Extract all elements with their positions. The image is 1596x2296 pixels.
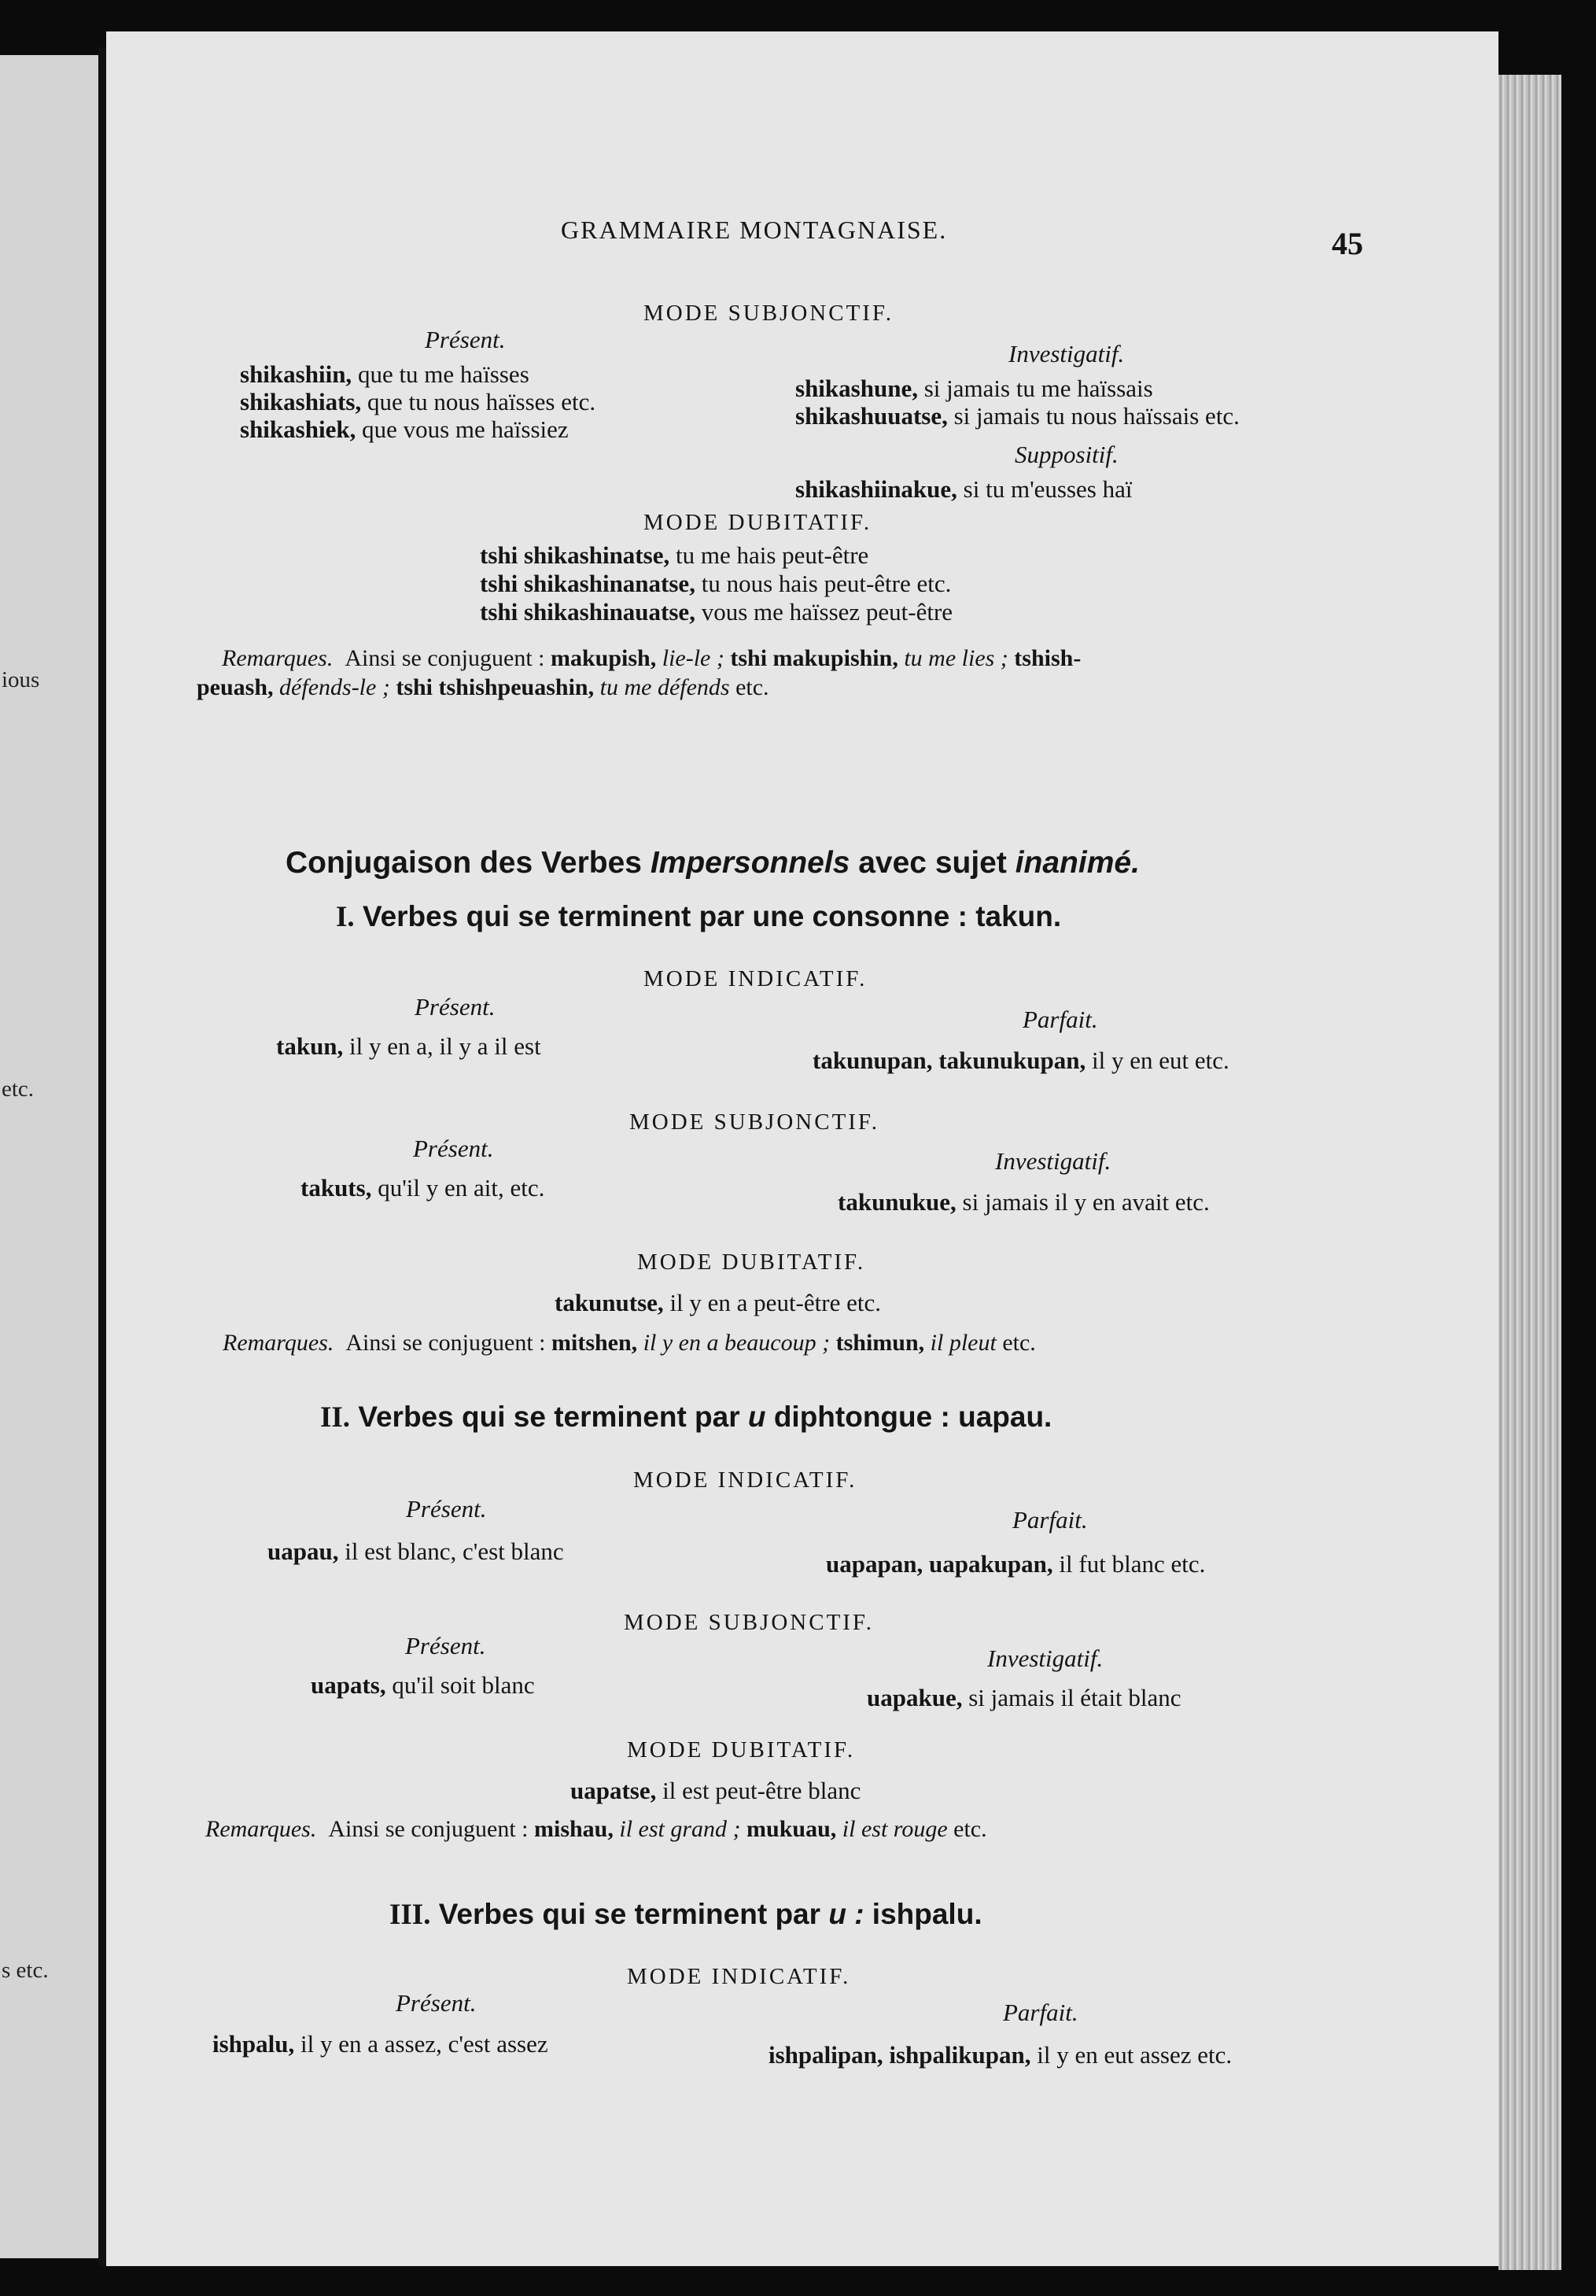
conjugation-line (276, 1032, 541, 1061)
gloss: si jamais tu me haïssais (923, 375, 1153, 402)
page-number: 45 (1332, 226, 1363, 261)
remarks-intro: Ainsi se conjuguent : (345, 1330, 546, 1356)
verb-form: peuash, (197, 674, 274, 700)
heading-word: ishpalu. (872, 1898, 982, 1930)
gloss: qu'il soit blanc (392, 1671, 535, 1699)
tense-label: Investigatif. (1008, 340, 1125, 367)
verb-form: tshi tshishpeuashin, (396, 674, 595, 700)
gloss: que tu nous haïsses etc. (367, 388, 596, 415)
verb-form: uapau, (267, 1537, 339, 1565)
verb-form: uapapan, uapakupan, (826, 1550, 1053, 1578)
gloss: il y en a assez, c'est assez (300, 2030, 548, 2058)
verb-form: shikashiek, (240, 415, 356, 443)
conjugation-line (769, 2041, 1232, 2069)
section-title-text: avec sujet (858, 846, 1007, 880)
conjugation-line (570, 1777, 861, 1805)
gloss: lie-le ; (662, 645, 724, 671)
remarks-intro: Ainsi se conjuguent : (345, 645, 545, 671)
heading-word: takun. (975, 900, 1062, 932)
section-title-italic: Impersonnels (650, 846, 850, 880)
section-title-text: Conjugaison des Verbes (286, 846, 642, 880)
verb-form: uapats, (311, 1671, 386, 1699)
heading-word: uapau. (958, 1401, 1052, 1433)
mode-title: MODE DUBITATIF. (643, 510, 872, 535)
tense-label: Investigatif. (995, 1147, 1111, 1175)
section-title-italic: inanimé. (1015, 846, 1140, 880)
subsection-heading (320, 1401, 1052, 1434)
gloss: vous me haïssez peut-être (701, 598, 953, 626)
tense-label: Présent. (425, 326, 506, 353)
gloss: tu nous hais peut-être etc. (701, 570, 952, 597)
margin-fragment: s etc. (2, 1958, 49, 1983)
verb-form: makupish, (551, 645, 657, 671)
tense-label: Investigatif. (987, 1644, 1104, 1672)
conjugation-line (480, 598, 953, 626)
tense-label: Présent. (396, 1989, 477, 2017)
verb-form: tshi shikashinanatse, (480, 570, 695, 597)
running-header: GRAMMAIRE MONTAGNAISE. (561, 216, 948, 244)
heading-text: diphtongue : (773, 1401, 950, 1433)
conjugation-line (555, 1289, 881, 1317)
gloss: qu'il y en ait, etc. (378, 1174, 545, 1202)
remarks-line (197, 674, 769, 701)
page-stack-edge (1498, 75, 1561, 2270)
gloss: défends-le ; (279, 674, 390, 700)
remarks-intro: Ainsi se conjuguent : (328, 1816, 529, 1842)
tense-label: Présent. (406, 1495, 487, 1523)
verb-form: tshish- (1014, 645, 1082, 671)
mode-title: MODE SUBJONCTIF. (629, 1109, 879, 1135)
margin-fragment: etc. (2, 1076, 35, 1102)
previous-page-edge (0, 55, 98, 2258)
heading-text: Verbes qui se terminent par une consonne : (362, 900, 968, 932)
verb-form: takun, (276, 1032, 344, 1060)
gloss: il y en eut etc. (1092, 1046, 1229, 1074)
verb-form: tshimun, (835, 1330, 925, 1356)
verb-form: mukuau, (746, 1816, 837, 1842)
conjugation-line (311, 1671, 535, 1700)
verb-form: mishau, (534, 1816, 614, 1842)
gloss: si tu m'eusses haï (963, 475, 1133, 503)
gloss: tu me hais peut-être (675, 541, 869, 569)
subsection-heading (336, 900, 1061, 934)
book-spine (98, 47, 106, 2266)
tense-label: Présent. (415, 993, 496, 1021)
heading-number: III. (389, 1899, 431, 1931)
verb-form: shikashiin, (240, 360, 352, 388)
gloss: il est grand ; (619, 1816, 741, 1842)
conjugation-line (795, 475, 1133, 504)
conjugation-line (480, 570, 951, 598)
margin-fragment: ious (2, 667, 40, 692)
conjugation-line (795, 402, 1240, 430)
remarks-label: Remarques. (205, 1816, 317, 1842)
mode-title: MODE DUBITATIF. (627, 1737, 856, 1763)
conjugation-line (240, 415, 569, 444)
verb-form: uapatse, (570, 1777, 657, 1804)
subsection-heading (389, 1898, 982, 1932)
gloss: il fut blanc etc. (1059, 1550, 1206, 1578)
verb-form: shikashune, (795, 375, 918, 402)
verb-form: shikashiats, (240, 388, 362, 415)
gloss: il y en a, il y a il est (349, 1032, 541, 1060)
gloss: il y en eut assez etc. (1037, 2041, 1233, 2069)
mode-title: MODE INDICATIF. (627, 1964, 851, 1989)
conjugation-line (813, 1046, 1229, 1075)
verb-form: takunukue, (838, 1188, 956, 1216)
conjugation-line (480, 541, 868, 570)
verb-form: ishpalu, (212, 2030, 295, 2058)
conjugation-line (795, 375, 1153, 403)
conjugation-line (240, 360, 529, 389)
gloss: si jamais il était blanc (968, 1684, 1181, 1711)
verb-form: shikashiinakue, (795, 475, 957, 503)
tense-label: Parfait. (1023, 1006, 1098, 1033)
mode-title: MODE SUBJONCTIF. (643, 301, 894, 326)
gloss: il est blanc, c'est blanc (345, 1537, 564, 1565)
verb-form: takunutse, (555, 1289, 664, 1316)
gloss: que vous me haïssiez (362, 415, 569, 443)
remarks-end: etc. (953, 1816, 987, 1842)
remarks-label: Remarques. (222, 645, 334, 671)
conjugation-line (267, 1537, 564, 1566)
verb-form: mitshen, (551, 1330, 638, 1356)
conjugation-line (826, 1550, 1205, 1578)
book-page (106, 31, 1498, 2266)
gloss: tu me lies ; (904, 645, 1008, 671)
mode-title: MODE INDICATIF. (643, 966, 868, 991)
mode-title: MODE DUBITATIF. (637, 1250, 866, 1275)
tense-label: Présent. (405, 1632, 486, 1659)
tense-label: Présent. (413, 1135, 494, 1162)
gloss: il est peut-être blanc (662, 1777, 861, 1804)
conjugation-line (212, 2030, 548, 2058)
remarks-line (205, 1816, 987, 1843)
verb-form: uapakue, (867, 1684, 963, 1711)
gloss: il y en a peut-être etc. (669, 1289, 881, 1316)
gloss: il est rouge (842, 1816, 948, 1842)
heading-text: Verbes qui se terminent par (438, 1898, 821, 1930)
verb-form: ishpalipan, ishpalikupan, (769, 2041, 1031, 2069)
tense-label: Parfait. (1012, 1506, 1088, 1534)
verb-form: tshi shikashinauatse, (480, 598, 695, 626)
remarks-end: etc. (1002, 1330, 1036, 1356)
remarks-line (222, 645, 1081, 672)
conjugation-line (240, 388, 595, 416)
gloss: si jamais il y en avait etc. (962, 1188, 1210, 1216)
remarks-end: etc. (735, 674, 769, 700)
section-title (286, 846, 1140, 880)
heading-italic: u : (828, 1898, 864, 1930)
verb-form: tshi makupishin, (730, 645, 898, 671)
verb-form: shikashuuatse, (795, 402, 948, 430)
verb-form: tshi shikashinatse, (480, 541, 670, 569)
gloss: tu me défends (599, 674, 730, 700)
gloss: si jamais tu nous haïssais etc. (953, 402, 1240, 430)
heading-number: I. (336, 901, 355, 933)
tense-label: Parfait. (1003, 1999, 1078, 2026)
heading-text: Verbes qui se terminent par (358, 1401, 740, 1433)
verb-form: takunupan, takunukupan, (813, 1046, 1086, 1074)
gloss: il pleut (930, 1330, 997, 1356)
remarks-line (223, 1330, 1036, 1357)
conjugation-line (838, 1188, 1210, 1216)
verb-form: takuts, (300, 1174, 372, 1202)
heading-italic: u (747, 1401, 766, 1433)
mode-title: MODE INDICATIF. (633, 1467, 857, 1493)
remarks-label: Remarques. (223, 1330, 334, 1356)
gloss: il y en a beaucoup ; (643, 1330, 831, 1356)
heading-number: II. (320, 1401, 351, 1434)
mode-title: MODE SUBJONCTIF. (624, 1610, 874, 1635)
conjugation-line (300, 1174, 544, 1202)
conjugation-line (867, 1684, 1181, 1712)
gloss: que tu me haïsses (357, 360, 529, 388)
tense-label: Suppositif. (1015, 441, 1119, 468)
